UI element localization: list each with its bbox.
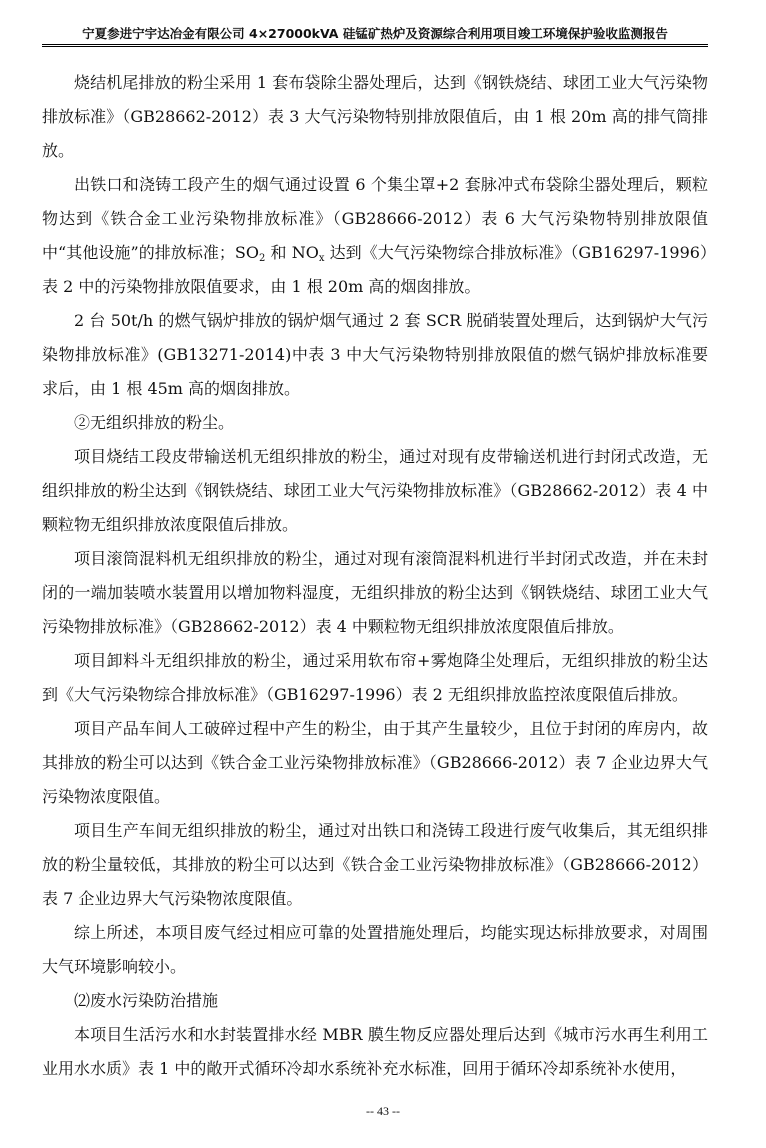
paragraph-domestic-sewage: 本项目生活污水和水封装置排水经 MBR 膜生物反应器处理后达到《城市污水再生利用工业用水水质》表 1 中的敞开式循环冷却水系统补充水标准，回用于循环冷却系统补水使用， bbox=[42, 1025, 708, 1078]
page-number: -- 43 -- bbox=[366, 1104, 400, 1118]
page-header: 宁夏参进宁宇达冶金有限公司 4×27000kVA 硅锰矿热炉及资源综合利用项目竣工环境保护验收监测报告 bbox=[82, 26, 668, 41]
paragraph-belt-conveyor: 项目烧结工段皮带输送机无组织排放的粉尘，通过对现有皮带输送机进行封闭式改造，无组织排放的粉尘达到《钢铁烧结、球团工业大气污染物排放标准》（GB28662-2012）表 4 中颗粒物无组织排放浓度限值后排放。 bbox=[42, 447, 708, 534]
paragraph-drum-mixer: 项目滚筒混料机无组织排放的粉尘，通过对现有滚筒混料机进行半封闭式改造，并在未封闭的一端加装喷水装置用以增加物料湿度，无组织排放的粉尘达到《钢铁烧结、球团工业大气污染物排放标准》（GB28662-2012）表 4 中颗粒物无组织排放浓度限值后排放。 bbox=[42, 549, 708, 636]
paragraph-summary: 综上所述，本项目废气经过相应可靠的处置措施处理后，均能实现达标排放要求，对周围大气环境影响较小。 bbox=[42, 923, 708, 976]
header-divider bbox=[42, 44, 708, 47]
subheading-wastewater: ⑵废水污染防治措施 bbox=[74, 991, 219, 1010]
paragraph-sintering-tail: 烧结机尾排放的粉尘采用 1 套布袋除尘器处理后，达到《钢铁烧结、球团工业大气污染物排放标准》（GB28662-2012）表 3 大气污染物特别排放限值后，由 1 根 20m 高的排气筒排放。 bbox=[42, 73, 708, 160]
paragraph-gas-boiler: 2 台 50t/h 的燃气锅炉排放的锅炉烟气通过 2 套 SCR 脱硝装置处理后，达到锅炉大气污染物排放标准》(GB13271-2014)中表 3 中大气污染物特别排放限值的燃气锅炉排放标准要求后，由 1 根 45m 高的烟囱排放。 bbox=[42, 311, 708, 398]
document-body bbox=[42, 66, 708, 1086]
paragraph-manual-crushing: 项目产品车间人工破碎过程中产生的粉尘，由于其产生量较少，且位于封闭的库房内，故其排放的粉尘可以达到《铁合金工业污染物排放标准》（GB28666-2012）表 7 企业边界大气污染物浓度限值。 bbox=[42, 719, 708, 806]
paragraph-workshop-fugitive: 项目生产车间无组织排放的粉尘，通过对出铁口和浇铸工段进行废气收集后，其无组织排放的粉尘量较低，其排放的粉尘可以达到《铁合金工业污染物排放标准》（GB28666-2012）表 7 企业边界大气污染物浓度限值。 bbox=[42, 821, 708, 908]
paragraph-unloading-hopper: 项目卸料斗无组织排放的粉尘，通过采用软布帘+雾炮降尘处理后，无组织排放的粉尘达到《大气污染物综合排放标准》（GB16297-1996）表 2 无组织排放监控浓度限值后排放。 bbox=[42, 651, 708, 704]
subheading-fugitive-dust: ②无组织排放的粉尘。 bbox=[74, 413, 235, 432]
paragraph-tapping-casting: 出铁口和浇铸工段产生的烟气通过设置 6 个集尘罩+2 套脉冲式布袋除尘器处理后，颗粒物达到《铁合金工业污染物排放标准》（GB28666-2012）表 6 大气污染物特别排放限值中“其他设施”的排放标准；$SO_2$ 和 $NO_x$ 达到《大气污染物综合排放标准》（GB16297-1996）表 2 中的污染物排放限值要求，由 1 根 20m 高的烟囱排放。 bbox=[42, 175, 708, 296]
